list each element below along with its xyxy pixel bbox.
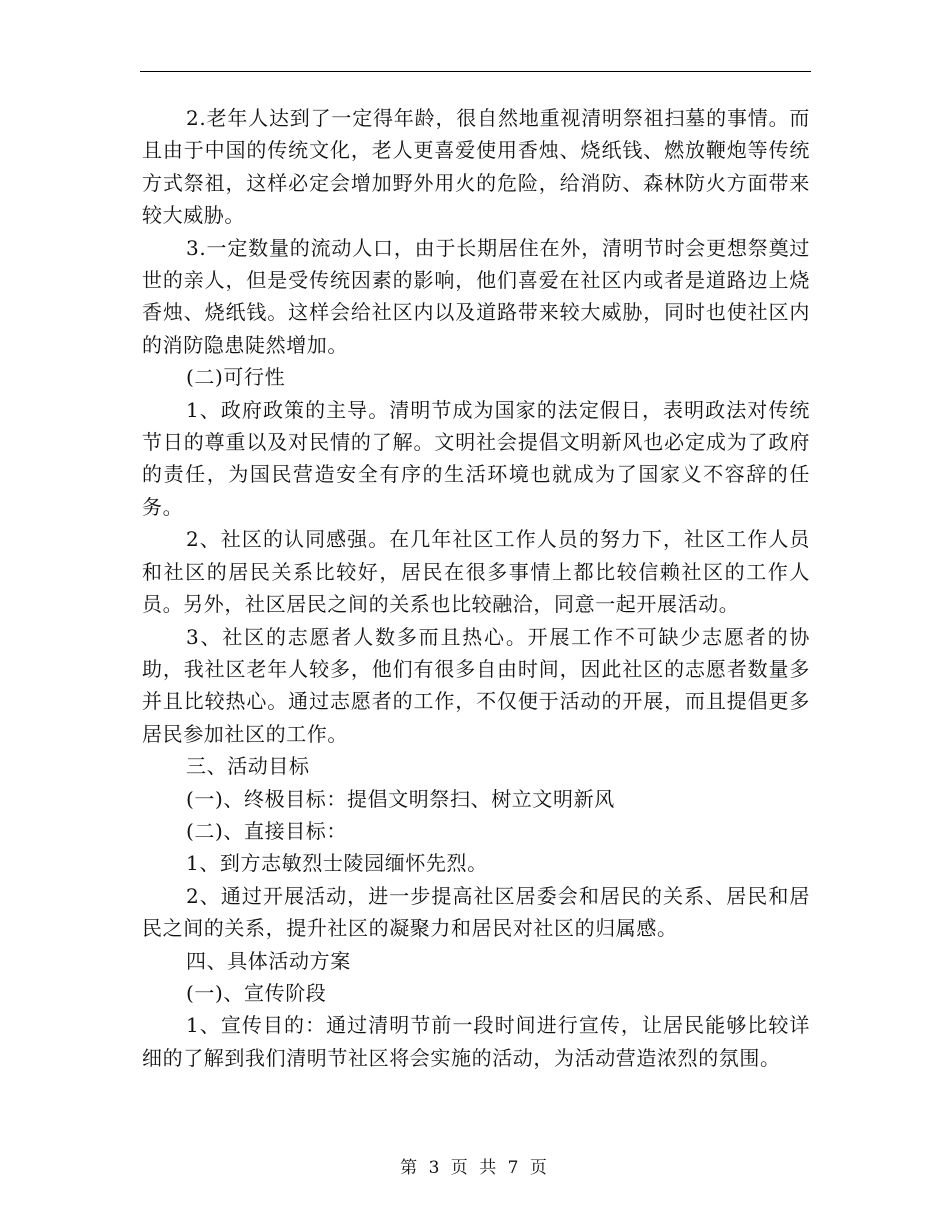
paragraph-elderly-fire-risk: 2.老年人达到了一定得年龄，很自然地重视清明祭祖扫墓的事情。而且由于中国的传统文化，老人更喜爱使用香烛、烧纸钱、燃放鞭炮等传统方式祭祖，这样必定会增加野外用火的危险，给消防、森林防火方面带来较大威胁。 xyxy=(142,106,810,228)
document-body xyxy=(142,102,810,1074)
heading-direct-goals: (二)、直接目标： xyxy=(186,818,348,843)
header-rule xyxy=(140,71,811,72)
list-item-community-relations: 2、通过开展活动，进一步提高社区居委会和居民的关系、居民和居民之间的关系，提升社区的凝聚力和居民对社区的归属感。 xyxy=(142,883,810,941)
list-item-memorial-visit: 1、到方志敏烈士陵园缅怀先烈。 xyxy=(186,851,488,876)
paragraph-publicity-purpose: 1、宣传目的：通过清明节前一段时间进行宣传，让居民能够比较详细的了解到我们清明节社区将会实施的活动，为活动营造浓烈的氛围。 xyxy=(142,1013,810,1070)
paragraph-volunteers: 3、社区的志愿者人数多而且热心。开展工作不可缺少志愿者的协助，我社区老年人较多，他们有很多自由时间，因此社区的志愿者数量多并且比较热心。通过志愿者的工作，不仅便于活动的开展，而且提倡更多居民参加社区的工作。 xyxy=(142,624,810,746)
heading-activity-plan: 四、具体活动方案 xyxy=(186,948,351,973)
paragraph-government-policy: 1、政府政策的主导。清明节成为国家的法定假日，表明政法对传统节日的尊重以及对民情的了解。文明社会提倡文明新风也必定成为了政府的责任，为国民营造安全有序的生活环境也就成为了国家义不容辞的任务。 xyxy=(142,397,810,519)
paragraph-community-identity: 2、社区的认同感强。在几年社区工作人员的努力下，社区工作人员和社区的居民关系比较好，居民在很多事情上都比较信赖社区的工作人员。另外，社区居民之间的关系也比较融洽，同意一起开展活动。 xyxy=(142,527,810,617)
heading-ultimate-goal: (一)、终极目标：提倡文明祭扫、树立文明新风 xyxy=(186,786,615,811)
heading-publicity-stage: (一)、宣传阶段 xyxy=(186,980,327,1005)
heading-feasibility: (二)可行性 xyxy=(186,365,286,390)
paragraph-floating-population: 3.一定数量的流动人口，由于长期居住在外，清明节时会更想祭奠过世的亲人，但是受传统因素的影响，他们喜爱在社区内或者是道路边上烧香烛、烧纸钱。这样会给社区内以及道路带来较大威胁，同时也使社区内的消防隐患陡然增加。 xyxy=(142,235,810,357)
page-number: 第 3 页 共 7 页 xyxy=(400,1158,550,1178)
heading-activity-goals: 三、活动目标 xyxy=(186,754,310,779)
